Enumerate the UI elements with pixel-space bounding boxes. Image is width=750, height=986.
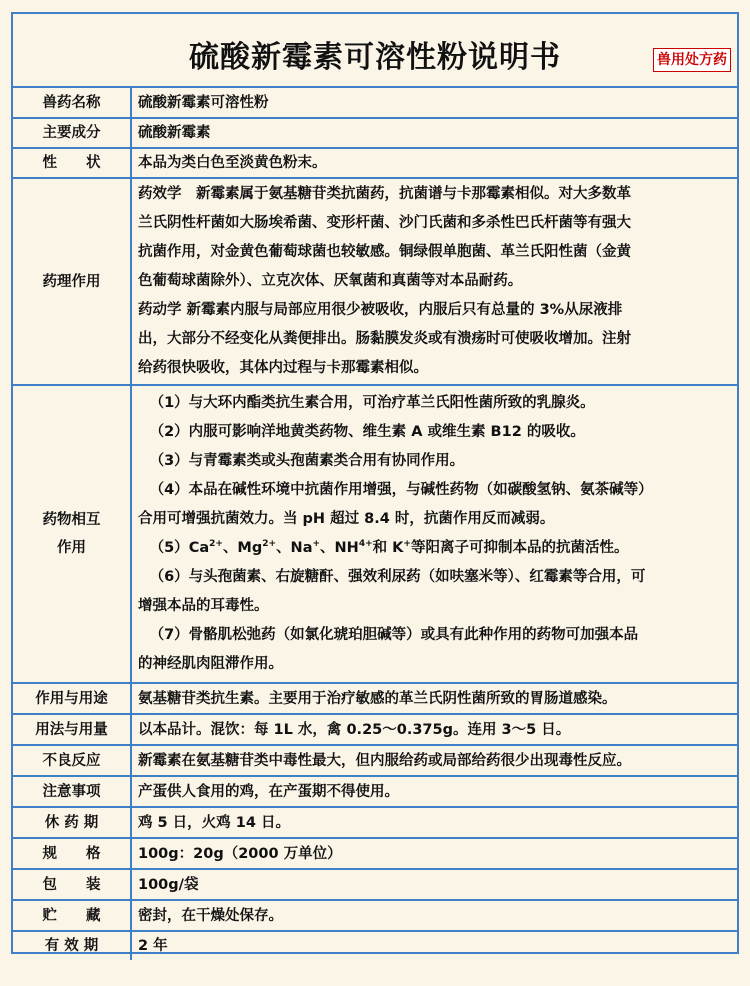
- text-line: 药效学 新霉素属于氨基糖苷类抗菌药，抗菌谱与卡那霉素相似。对大多数革: [138, 186, 631, 202]
- row-label: 用法与用量: [13, 714, 131, 745]
- text-line: 增强本品的耳毒性。: [138, 598, 269, 614]
- text-line: （2）内服可影响洋地黄类药物、维生素 A 或维生素 B12 的吸收。: [149, 424, 585, 440]
- row-pharmacology: [13, 178, 737, 385]
- text-line: （3）与青霉素类或头孢菌素类合用有协同作用。: [149, 453, 465, 469]
- ion-suffix: 等阳离子可抑制本品的抗菌活性。: [410, 540, 629, 556]
- row-label: 性 状: [13, 148, 131, 178]
- row-usage: [13, 683, 737, 714]
- row-label: 包 装: [13, 869, 131, 900]
- row-label: 贮 藏: [13, 900, 131, 931]
- ion-charge: 2+: [209, 539, 223, 550]
- row-ingredient: [13, 118, 737, 148]
- row-label: 作用与用途: [13, 683, 131, 714]
- row-label: 药理作用: [13, 178, 131, 385]
- ion-line: [138, 534, 731, 563]
- row-label: 有 效 期: [13, 931, 131, 960]
- row-adverse: [13, 745, 737, 776]
- row-label: 主要成分: [13, 118, 131, 148]
- prescription-badge: 兽用处方药: [653, 48, 731, 72]
- text-line: 给药很快吸收，其体内过程与卡那霉素相似。: [138, 360, 428, 376]
- row-label: 兽药名称: [13, 88, 131, 118]
- row-character: [13, 148, 737, 178]
- info-table: [13, 88, 737, 960]
- row-label: 注意事项: [13, 776, 131, 807]
- row-value: 100g/袋: [131, 869, 737, 900]
- text-line: （4）本品在碱性环境中抗菌作用增强，与碱性药物（如碳酸氢钠、氨茶碱等）: [149, 482, 653, 498]
- instruction-sheet: [11, 12, 739, 954]
- row-value: 密封，在干燥处保存。: [131, 900, 737, 931]
- ion-na: 、Na: [276, 540, 313, 556]
- text-line: 色葡萄球菌除外）、立克次体、厌氧菌和真菌等对本品耐药。: [138, 273, 523, 289]
- row-value: 新霉素在氨基糖苷类中毒性最大，但内服给药或局部给药很少出现毒性反应。: [131, 745, 737, 776]
- text-line: 出，大部分不经变化从粪便排出。肠黏膜发炎或有溃疡时可使吸收增加。注射: [138, 331, 631, 347]
- ion-mg: 、Mg: [222, 540, 263, 556]
- row-value: 2 年: [138, 938, 168, 954]
- text-line: 合用可增强抗菌效力。当 pH 超过 8.4 时，抗菌作用反而减弱。: [138, 511, 555, 527]
- ion-prefix: （5）: [149, 540, 189, 556]
- ion-k: 和 K: [372, 540, 404, 556]
- row-package: [13, 869, 737, 900]
- text-line: 兰氏阴性杆菌如大肠埃希菌、变形杆菌、沙门氏菌和多杀性巴氏杆菌等有强大: [138, 215, 631, 231]
- row-interaction: [13, 385, 737, 683]
- row-value: 硫酸新霉素可溶性粉: [131, 88, 737, 118]
- row-value: [131, 178, 737, 385]
- row-value: [131, 385, 737, 683]
- page-title: 硫酸新霉素可溶性粉说明书: [189, 40, 561, 75]
- text-line: （1）与大环内酯类抗生素合用，可治疗革兰氏阳性菌所致的乳腺炎。: [149, 395, 595, 411]
- ion-charge: 2+: [262, 539, 277, 550]
- ion-charge: +: [312, 539, 321, 550]
- row-value: 产蛋供人食用的鸡，在产蛋期不得使用。: [131, 776, 737, 807]
- title-bar: [13, 14, 737, 88]
- row-withdrawal: [13, 807, 737, 838]
- row-value: 氨基糖苷类抗生素。主要用于治疗敏感的革兰氏阴性菌所致的胃肠道感染。: [131, 683, 737, 714]
- row-value: 鸡 5 日，火鸡 14 日。: [131, 807, 737, 838]
- label-line: 药物相互: [42, 512, 101, 528]
- row-value: 以本品计。混饮：每 1L 水，禽 0.25～0.375g。连用 3～5 日。: [131, 714, 737, 745]
- text-line: （7）骨骼肌松弛药（如氯化琥珀胆碱等）或具有此种作用的药物可加强本品: [149, 627, 639, 643]
- row-value: 本品为类白色至淡黄色粉末。: [131, 148, 737, 178]
- text-line: 抗菌作用，对金黄色葡萄球菌也较敏感。铜绿假单胞菌、革兰氏阳性菌（金黄: [138, 244, 631, 260]
- row-validity: [13, 931, 737, 960]
- ion-ca: Ca: [188, 540, 210, 556]
- row-dosage: [13, 714, 737, 745]
- row-label: [13, 385, 131, 683]
- row-label: 休 药 期: [13, 807, 131, 838]
- row-value: 100g：20g（2000 万单位）: [131, 838, 737, 869]
- row-spec: [13, 838, 737, 869]
- row-caution: [13, 776, 737, 807]
- ion-nh: 、NH: [320, 540, 359, 556]
- ion-charge: +: [403, 539, 411, 550]
- row-storage: [13, 900, 737, 931]
- label-line: 作用: [57, 540, 86, 556]
- row-label: 规 格: [13, 838, 131, 869]
- row-value: 硫酸新霉素: [131, 118, 737, 148]
- row-label: 不良反应: [13, 745, 131, 776]
- ion-charge: 4+: [358, 539, 373, 550]
- row-name: [13, 88, 737, 118]
- text-line: （6）与头孢菌素、右旋糖酐、强效利尿药（如呋塞米等）、红霉素等合用，可: [149, 569, 646, 585]
- text-line: 药动学 新霉素内服与局部应用很少被吸收，内服后只有总量的 3%从尿液排: [138, 302, 623, 318]
- text-line: 的神经肌肉阻滞作用。: [138, 656, 283, 672]
